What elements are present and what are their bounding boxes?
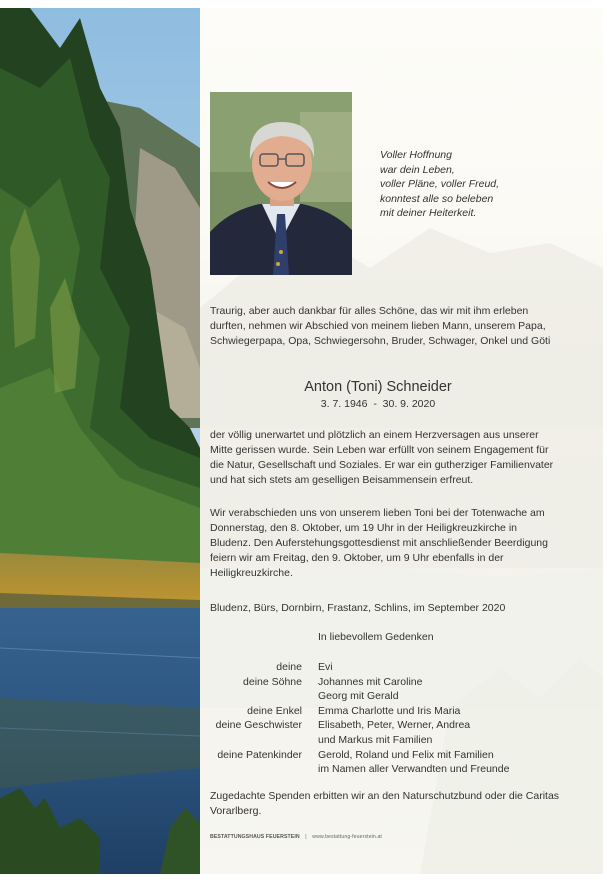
family-names: Johannes mit Caroline bbox=[318, 675, 423, 688]
portrait-photo bbox=[210, 92, 352, 275]
landscape-photo bbox=[0, 8, 200, 874]
memory-line: In liebevollem Gedenken bbox=[318, 631, 434, 643]
family-relation bbox=[205, 733, 318, 748]
family-names: Evi bbox=[318, 661, 333, 673]
deceased-name: Anton (Toni) Schneider bbox=[304, 379, 452, 395]
footer bbox=[210, 834, 382, 840]
footer-separator: | bbox=[305, 834, 307, 840]
family-names: und Markus mit Familien bbox=[318, 733, 433, 746]
family-row bbox=[205, 762, 509, 777]
family-names: Elisabeth, Peter, Werner, Andrea bbox=[318, 719, 471, 732]
family-names: Georg mit Gerald bbox=[318, 690, 399, 703]
place-date-line: Bludenz, Bürs, Dornbirn, Frastanz, Schlins, im September 2020 bbox=[210, 602, 506, 614]
family-row bbox=[205, 675, 509, 690]
family-row bbox=[205, 718, 509, 733]
family-relation: deine bbox=[276, 661, 302, 673]
funeral-details-paragraph: Wir verabschieden uns von unserem lieben Toni bei der Totenwache am Donnerstag, den 8. Oktober, um 19 Uhr in der Heiligkreuzkirche in Bludenz. Den Auferstehungsgottesdienst mit anschließender Beerdigung feiern wir am Freitag, den 9. Oktober, um 9 Uhr ebenfalls in der Heiligkreuzkirche. bbox=[210, 507, 548, 579]
donation-note: Zugedachte Spenden erbitten wir an den Naturschutzbund oder die Caritas Vorarlberg. bbox=[210, 790, 560, 817]
poem-line: mit deiner Heiterkeit. bbox=[380, 207, 477, 219]
family-row bbox=[205, 660, 509, 675]
family-names: im Namen aller Verwandten und Freunde bbox=[318, 763, 510, 776]
family-relation: deine Söhne bbox=[243, 675, 302, 688]
family-row bbox=[205, 689, 509, 704]
poem-line: war dein Leben, bbox=[380, 163, 455, 176]
poem-line: voller Pläne, voller Freud, bbox=[380, 178, 500, 190]
funeral-home-name: BESTATTUNGSHAUS FEUERSTEIN bbox=[210, 834, 300, 840]
family-relation bbox=[205, 689, 318, 704]
family-relation: deine Geschwister bbox=[215, 719, 302, 732]
poem-line: konntest alle so beleben bbox=[380, 192, 494, 205]
poem bbox=[380, 148, 580, 221]
family-row bbox=[205, 733, 509, 748]
family-row bbox=[205, 704, 509, 719]
poem-line: Voller Hoffnung bbox=[380, 149, 452, 161]
family-names: Emma Charlotte und Iris Maria bbox=[318, 704, 461, 717]
life-dates: 3. 7. 1946 - 30. 9. 2020 bbox=[320, 398, 436, 410]
family-relation: deine Patenkinder bbox=[217, 748, 302, 761]
obituary-page bbox=[0, 8, 603, 874]
family-names: Gerold, Roland und Felix mit Familien bbox=[318, 748, 494, 761]
family-relation bbox=[205, 762, 318, 777]
family-list bbox=[205, 660, 509, 777]
family-row bbox=[205, 748, 509, 763]
tribute-paragraph: der völlig unerwartet und plötzlich an einem Herzversagen aus unserer Mitte gerissen wurde. Sein Leben war erfüllt von seinem Engagement für die Natur, Gesellschaft und Soziales. Er war ein gutherziger Familienvater und hat sich stets am geselligen Beisammensein erfreut. bbox=[210, 429, 554, 486]
intro-text: Traurig, aber auch dankbar für alles Schöne, das wir mit ihm erleben durften, nehmen wir Abschied von meinem lieben Mann, unserem Papa, Schwiegerpapa, Opa, Schwiegersohn, Bruder, Schwager, Onkel und Göti bbox=[210, 305, 551, 347]
funeral-home-url: www.bestattung-feuerstein.at bbox=[312, 834, 382, 840]
family-relation: deine Enkel bbox=[247, 704, 302, 717]
